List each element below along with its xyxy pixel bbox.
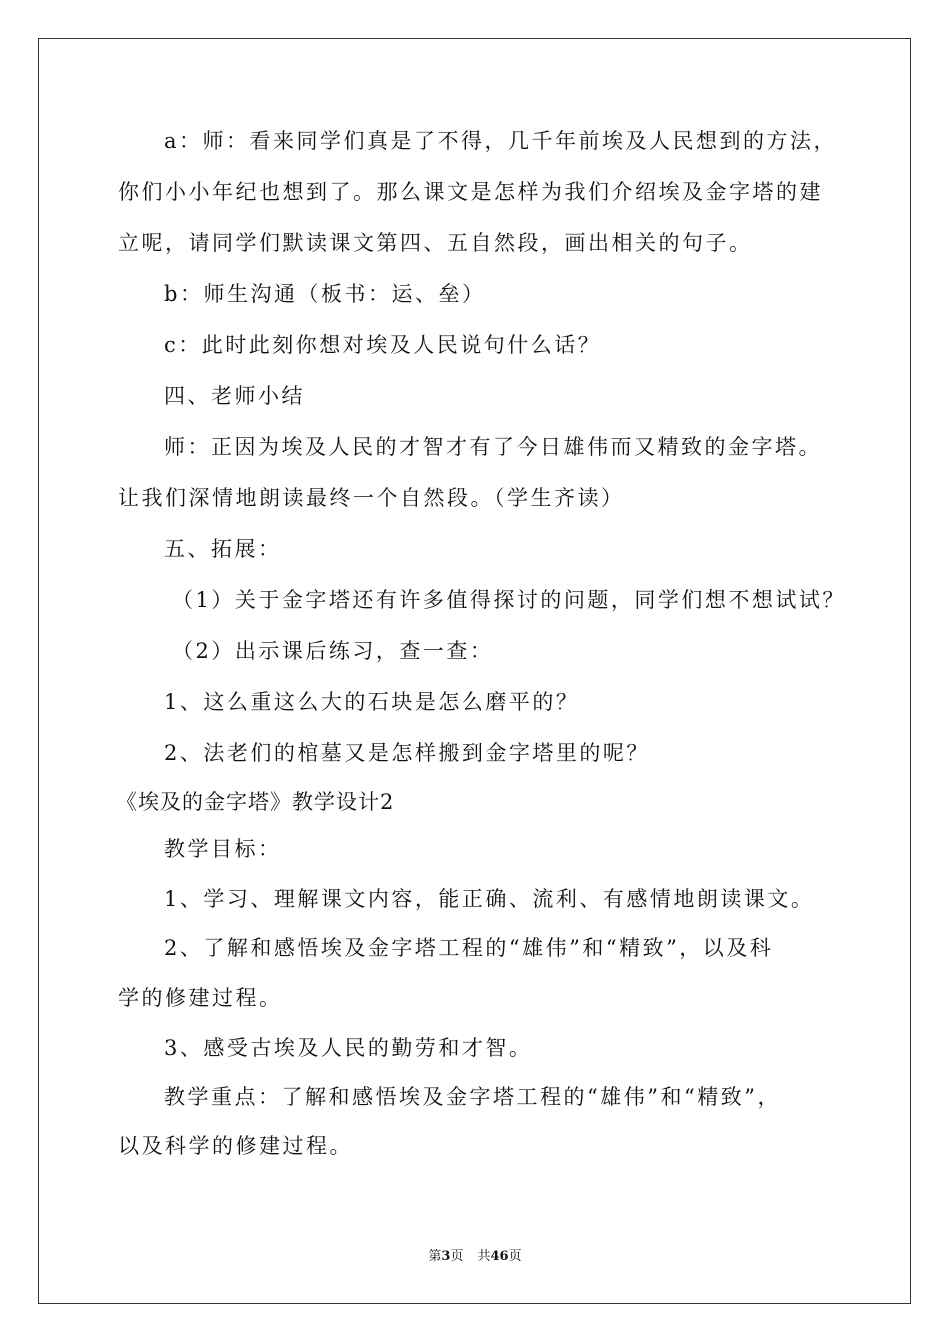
footer-page-suffix: 页 [450, 1249, 464, 1264]
paragraph-line: a：师：看来同学们真是了不得，几千年前埃及人民想到的方法， [164, 129, 838, 153]
paragraph-line: 2、了解和感悟埃及金字塔工程的“雄伟”和“精致”，以及科 [164, 936, 774, 960]
paragraph-line: 1、学习、理解课文内容，能正确、流利、有感情地朗读课文。 [164, 887, 815, 911]
paragraph-line: 让我们深情地朗读最终一个自然段。（学生齐读） [118, 486, 625, 510]
document-title: 《埃及的金字塔》教学设计2 [116, 790, 395, 814]
footer-total-prefix: 共 [477, 1249, 491, 1264]
footer-total-suffix: 页 [508, 1249, 522, 1264]
paragraph-line: b：师生沟通（板书：运、垒） [164, 282, 486, 306]
paragraph-line: 3、感受古埃及人民的勤劳和才智。 [164, 1036, 533, 1060]
paragraph-line: 1、这么重这么大的石块是怎么磨平的？ [164, 690, 580, 714]
section-heading: 四、老师小结 [164, 384, 305, 408]
paragraph-line: 你们小小年纪也想到了。那么课文是怎样为我们介绍埃及金字塔的建 [118, 180, 823, 204]
paragraph-line: 2、法老们的棺墓又是怎样搬到金字塔里的呢？ [164, 741, 650, 765]
paragraph-line: 以及科学的修建过程。 [118, 1134, 353, 1158]
footer-page-prefix: 第 [428, 1249, 442, 1264]
section-heading: 教学目标： [164, 837, 282, 861]
paragraph-line: （1）关于金字塔还有许多值得探讨的问题，同学们想不想试试？ [172, 588, 846, 612]
paragraph-line: 学的修建过程。 [118, 986, 283, 1010]
paragraph-line: 教学重点：了解和感悟埃及金字塔工程的“雄伟”和“精致”， [164, 1085, 781, 1109]
paragraph-line: 师：正因为埃及人民的才智才有了今日雄伟而又精致的金字塔。 [164, 435, 822, 459]
footer-total-number: 46 [490, 1249, 509, 1264]
paragraph-line: （2）出示课后练习，查一查： [172, 639, 494, 663]
footer-page-number: 3 [441, 1249, 451, 1264]
paragraph-line: 立呢，请同学们默读课文第四、五自然段，画出相关的句子。 [118, 231, 753, 255]
paragraph-line: c：此时此刻你想对埃及人民说句什么话？ [164, 333, 602, 357]
page-footer [0, 1248, 950, 1266]
section-heading: 五、拓展： [164, 537, 282, 561]
